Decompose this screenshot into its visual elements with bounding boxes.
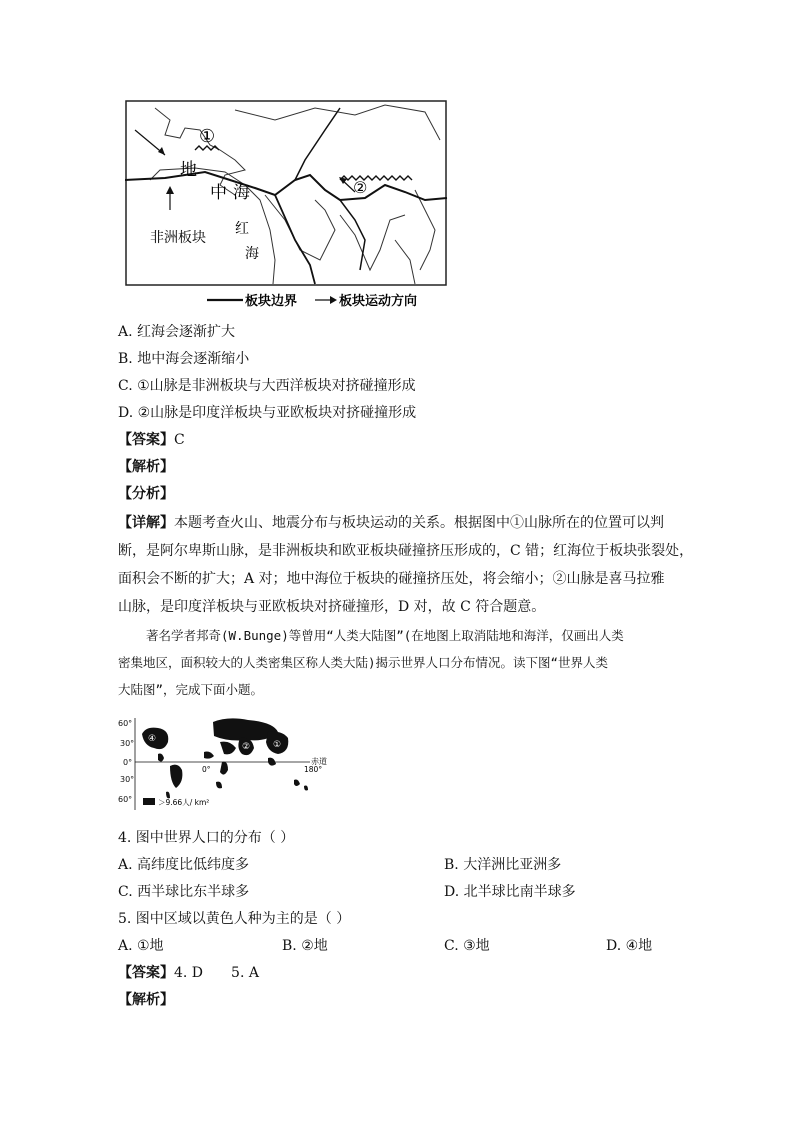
detail-line: 面积会不断的扩大；A 对；地中海位于板块的碰撞挤压处，将会缩小；②山脉是喜马拉雅 bbox=[118, 571, 665, 587]
blob-africa-east bbox=[220, 762, 228, 775]
answer-value: C bbox=[174, 432, 185, 448]
passage-line: 大陆图”，完成下面小题。 bbox=[118, 682, 264, 697]
legend-density: ＞9.66人/ km² bbox=[158, 798, 210, 807]
q5-option-b: B. ②地 bbox=[282, 938, 328, 954]
q3-option-c: C. ①山脉是非洲板块与大西洋板块对挤碰撞形成 bbox=[118, 378, 416, 394]
q3-answer bbox=[118, 430, 185, 450]
blob-australia-2 bbox=[304, 786, 308, 791]
legend-arrowhead bbox=[330, 296, 337, 304]
detail-line bbox=[118, 509, 693, 537]
q4-option-d: D. 北半球比南半球多 bbox=[444, 884, 576, 900]
answers-4-5 bbox=[118, 963, 259, 983]
q3-option-b: B. 地中海会逐渐缩小 bbox=[118, 351, 250, 367]
label-hai: 海 bbox=[233, 183, 250, 203]
plate-boundary-map bbox=[125, 100, 450, 312]
world-human-continent-map bbox=[118, 712, 333, 816]
label-circle-2: ② bbox=[353, 178, 368, 197]
passage bbox=[118, 622, 666, 703]
y-tick-30s: 30° bbox=[120, 775, 135, 784]
legend-swatch bbox=[143, 798, 155, 805]
q3-fenxi-tag: 【分析】 bbox=[118, 486, 174, 502]
label-africa-plate: 非洲板块 bbox=[150, 230, 206, 246]
passage-line: 密集地区，面积较大的人类密集区称人类大陆)揭示世界人口分布情况。读下图“世界人类 bbox=[118, 655, 609, 670]
detail-tag: 【详解】 bbox=[118, 515, 174, 531]
q5-option-d: D. ④地 bbox=[606, 938, 653, 954]
label-zhong: 中 bbox=[210, 183, 227, 203]
marker-4: ④ bbox=[148, 734, 157, 744]
x-tick-0: 0° bbox=[202, 765, 211, 774]
q4-option-c: C. 西半球比东半球多 bbox=[118, 884, 250, 900]
q5-option-c: C. ③地 bbox=[444, 938, 490, 954]
blob-south-africa bbox=[216, 782, 222, 789]
legend-motion-label: 板块运动方向 bbox=[339, 294, 418, 309]
q4-option-b: B. 大洋洲比亚洲多 bbox=[444, 857, 562, 873]
blob-southeast-asia bbox=[268, 758, 276, 766]
blob-australia bbox=[294, 780, 300, 787]
marker-2: ② bbox=[242, 742, 251, 752]
q5-stem: 5. 图中区域以黄色人种为主的是（ ） bbox=[118, 911, 351, 927]
q4-option-a: A. 高纬度比低纬度多 bbox=[118, 857, 250, 873]
y-tick-30n: 30° bbox=[120, 739, 135, 748]
y-tick-60n: 60° bbox=[118, 719, 133, 728]
q3-option-a: A. 红海会逐渐扩大 bbox=[118, 324, 236, 340]
blob-central-america bbox=[158, 754, 164, 762]
label-hong: 红 bbox=[235, 221, 249, 237]
blob-africa-west bbox=[204, 752, 214, 759]
detail-line: 山脉，是印度洋板块与亚欧板块对挤碰撞形，D 对，故 C 符合题意。 bbox=[118, 599, 546, 615]
blob-south-america bbox=[170, 765, 182, 788]
equator-label: 赤道 bbox=[311, 757, 327, 766]
q3-jiexi-tag: 【解析】 bbox=[118, 459, 174, 475]
answer-tag: 【答案】 bbox=[118, 965, 174, 981]
marker-1: ① bbox=[273, 740, 282, 750]
q3-option-d: D. ②山脉是印度洋板块与亚欧板块对挤碰撞形成 bbox=[118, 405, 417, 421]
blob-middle-east bbox=[220, 742, 236, 755]
label-red-sea-hai: 海 bbox=[245, 246, 259, 262]
jiexi-tag-2: 【解析】 bbox=[118, 992, 174, 1008]
passage-line: 著名学者邦奇(W.Bunge)等曾用“人类大陆图”(在地图上取消陆地和海洋，仅画出人类 bbox=[146, 628, 624, 643]
x-tick-180: 180° bbox=[304, 765, 323, 774]
detail-line: 断，是阿尔卑斯山脉，是非洲板块和欧亚板块碰撞挤压形成的，C 错；红海位于板块张裂处， bbox=[118, 543, 694, 559]
answer-4: 4. D bbox=[174, 965, 204, 981]
detail-text: 本题考查火山、地震分布与板块运动的关系。根据图中①山脉所在的位置可以判 bbox=[174, 515, 664, 531]
answer-tag: 【答案】 bbox=[118, 432, 174, 448]
map-frame bbox=[126, 101, 446, 285]
y-tick-0: 0° bbox=[123, 758, 133, 767]
q4-stem: 4. 图中世界人口的分布（ ） bbox=[118, 830, 295, 846]
q3-detail bbox=[118, 509, 693, 621]
y-tick-60s: 60° bbox=[118, 795, 133, 804]
answer-5: 5. A bbox=[231, 965, 259, 981]
label-di: 地 bbox=[180, 160, 197, 180]
q5-option-a: A. ①地 bbox=[118, 938, 164, 954]
legend-boundary-label: 板块边界 bbox=[245, 294, 298, 309]
label-circle-1: ① bbox=[199, 126, 216, 147]
